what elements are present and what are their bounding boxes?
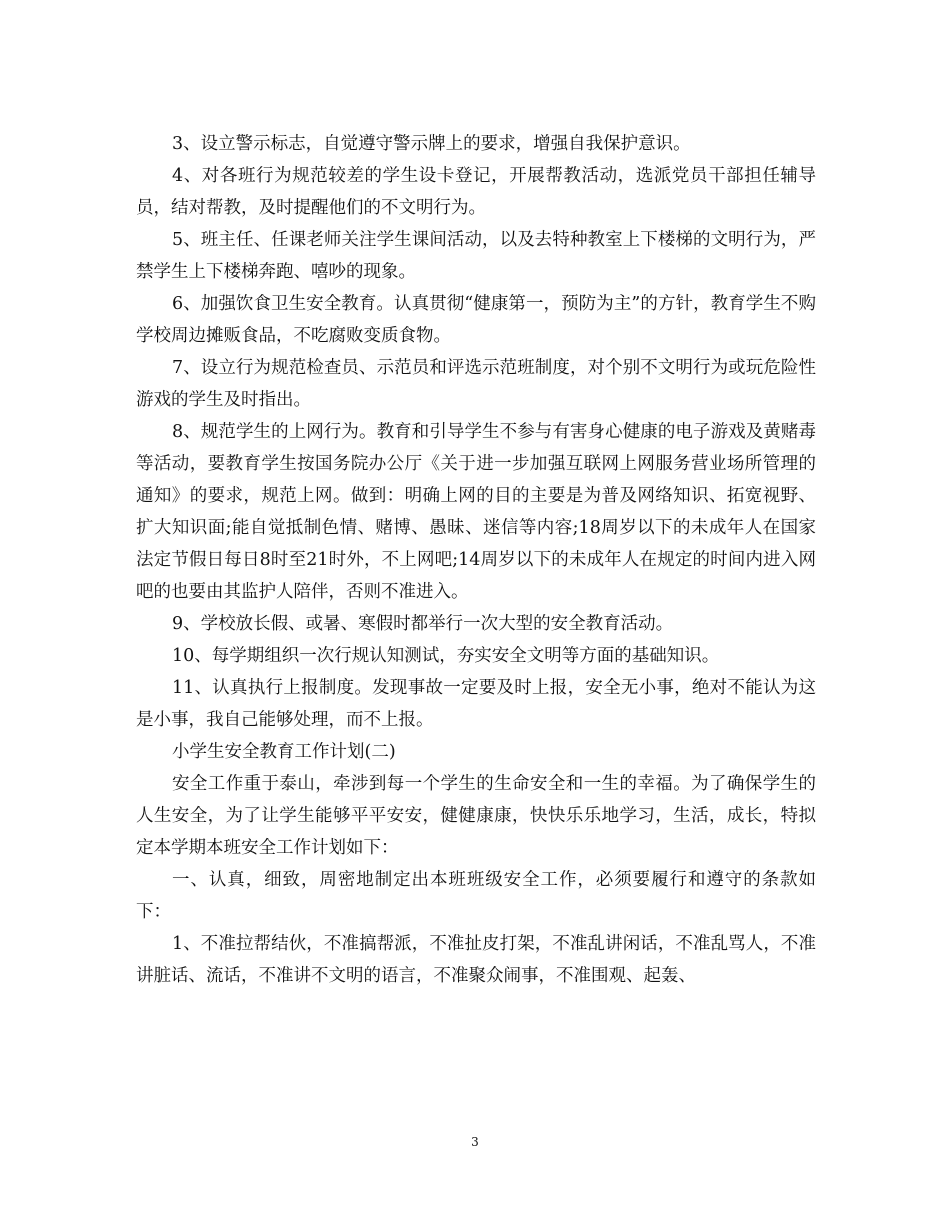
section-title: 小学生安全教育工作计划(二)	[172, 742, 396, 762]
paragraph-item-10: 10、每学期组织一次行规认知测试，夯实安全文明等方面的基础知识。	[172, 646, 720, 666]
paragraph-item-8: 8、规范学生的上网行为。教育和引导学生不参与有害身心健康的电子游戏及黄赌毒等活动，要教育学生按国务院办公厅《关于进一步加强互联网上网服务营业场所管理的通知》的要求，规范上网。做到：明确上网的目的主要是为普及网络知识、拓宽视野、扩大知识面;能自觉抵制色情、赌博、愚昧、迷信等内容;18周岁以下的未成年人在国家法定节假日每日8时至21时外，不上网吧;14周岁以下的未成年人在规定的时间内进入网吧的也要由其监护人陪伴，否则不准进入。	[136, 422, 816, 602]
paragraph-item-3: 3、设立警示标志，自觉遵守警示牌上的要求，增强自我保护意识。	[172, 134, 691, 154]
intro-paragraph: 安全工作重于泰山，牵涉到每一个学生的生命安全和一生的幸福。为了确保学生的人生安全，为了让学生能够平平安安，健健康康，快快乐乐地学习，生活，成长，特拟定本学期本班安全工作计划如下：	[136, 774, 816, 858]
section-one-paragraph: 一、认真，细致，周密地制定出本班班级安全工作，必须要履行和遵守的条款如下：	[136, 870, 816, 922]
rule-item-1: 1、不准拉帮结伙，不准搞帮派，不准扯皮打架，不准乱讲闲话，不准乱骂人，不准讲脏话、流话，不准讲不文明的语言，不准聚众闹事，不准围观、起轰、	[136, 934, 816, 986]
paragraph-item-4: 4、对各班行为规范较差的学生设卡登记，开展帮教活动，选派党员干部担任辅导员，结对帮教，及时提醒他们的不文明行为。	[136, 166, 816, 218]
paragraph-item-11: 11、认真执行上报制度。发现事故一定要及时上报，安全无小事，绝对不能认为这是小事，我自己能够处理，而不上报。	[136, 678, 816, 730]
paragraph-item-7: 7、设立行为规范检查员、示范员和评选示范班制度，对个别不文明行为或玩危险性游戏的学生及时指出。	[136, 358, 816, 410]
document-body	[136, 128, 816, 992]
paragraph-item-6: 6、加强饮食卫生安全教育。认真贯彻“健康第一，预防为主”的方针，教育学生不购学校周边摊贩食品，不吃腐败变质食物。	[136, 294, 816, 346]
paragraph-item-9: 9、学校放长假、或暑、寒假时都举行一次大型的安全教育活动。	[172, 614, 674, 634]
paragraph-item-5: 5、班主任、任课老师关注学生课间活动，以及去特种教室上下楼梯的文明行为，严禁学生上下楼梯奔跑、嘻吵的现象。	[136, 230, 816, 282]
page-number: 3	[471, 1135, 479, 1149]
